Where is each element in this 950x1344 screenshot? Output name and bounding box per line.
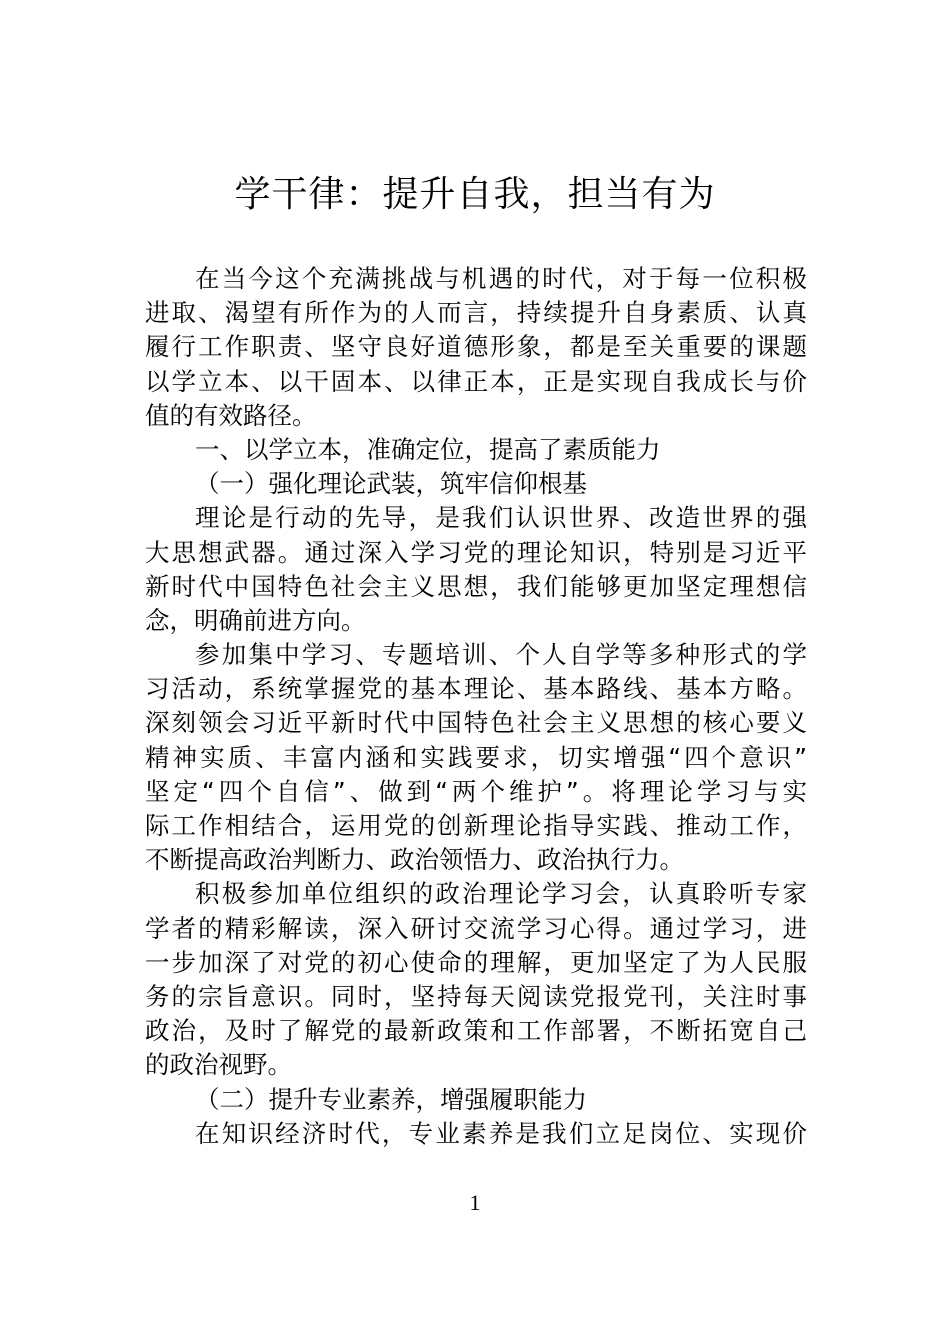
text-line: 一步加深了对党的初心使命的理解，更加坚定了为人民服	[145, 947, 807, 977]
text-line: 大思想武器。通过深入学习党的理论知识，特别是习近平	[145, 537, 807, 567]
text-line: 在知识经济时代，专业素养是我们立足岗位、实现价	[195, 1118, 807, 1148]
text-line: 习活动，系统掌握党的基本理论、基本路线、基本方略。	[145, 674, 807, 704]
text-line: 的政治视野。	[145, 1050, 292, 1080]
text-line: 参加集中学习、专题培训、个人自学等多种形式的学	[195, 640, 807, 670]
text-line: 以学立本、以干固本、以律正本，正是实现自我成长与价	[145, 366, 807, 396]
text-line: 务的宗旨意识。同时，坚持每天阅读党报党刊，关注时事	[145, 981, 807, 1011]
text-line: （二）提升专业素养，增强履职能力	[195, 1084, 587, 1114]
text-line: 积极参加单位组织的政治理论学习会，认真聆听专家	[195, 879, 807, 909]
text-line: 理论是行动的先导，是我们认识世界、改造世界的强	[195, 503, 807, 533]
text-line: 在当今这个充满挑战与机遇的时代，对于每一位积极	[195, 264, 807, 293]
text-line: 值的有效路径。	[145, 400, 317, 430]
text-line: 政治，及时了解党的最新政策和工作部署，不断拓宽自己	[145, 1016, 807, 1046]
text-line: 进取、渴望有所作为的人而言，持续提升自身素质、认真	[145, 298, 807, 328]
document-body	[145, 262, 807, 1151]
text-line: （一）强化理论武装，筑牢信仰根基	[195, 469, 587, 499]
text-line: 深刻领会习近平新时代中国特色社会主义思想的核心要义	[145, 708, 807, 738]
page-number: 1	[469, 1190, 481, 1215]
text-line: 学者的精彩解读，深入研讨交流学习心得。通过学习，进	[145, 913, 807, 943]
text-line: 坚定“四个自信”、做到“两个维护”。将理论学习与实	[145, 776, 807, 806]
text-line: 精神实质、丰富内涵和实践要求，切实增强“四个意识”	[145, 742, 807, 772]
text-line: 新时代中国特色社会主义思想，我们能够更加坚定理想信	[145, 571, 807, 601]
text-line: 际工作相结合，运用党的创新理论指导实践、推动工作，	[145, 811, 807, 840]
text-line: 一、以学立本，准确定位，提高了素质能力	[195, 434, 661, 464]
text-line: 念，明确前进方向。	[145, 605, 366, 635]
document-title: 学干律：提升自我，担当有为	[234, 174, 716, 215]
text-line: 不断提高政治判断力、政治领悟力、政治执行力。	[145, 845, 684, 875]
text-line: 履行工作职责、坚守良好道德形象，都是至关重要的课题	[145, 332, 807, 362]
